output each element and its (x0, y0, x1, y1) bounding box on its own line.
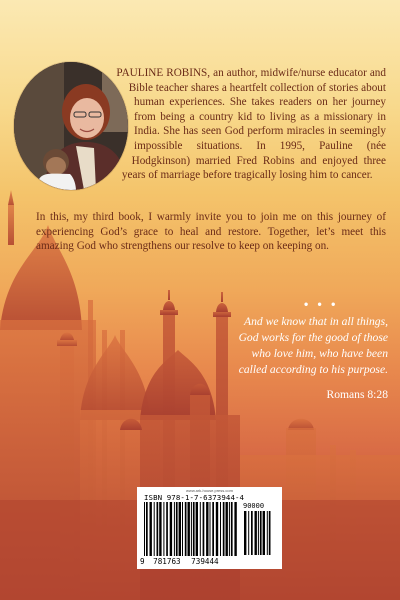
barcode-bar (185, 502, 187, 556)
barcode-bar (223, 502, 225, 556)
publisher-url: www.ark-house.press.com (186, 488, 233, 493)
barcode-bar (220, 502, 221, 556)
barcode-bar (231, 502, 233, 556)
barcode-bar (269, 511, 271, 555)
invitation-paragraph: In this, my third book, I warmly invite you to join me on this journey of experiencing God’s grace to heal and restore. Together, let’s meet this amazing God who strengthens our resolve to keep on keeping on. (36, 211, 386, 253)
isbn-number: ISBN 978-1-7-6373944-4 (144, 493, 245, 502)
barcode-digits-right: 739444 (191, 557, 219, 566)
verse-separator: • • • (304, 297, 339, 311)
barcode-bar (244, 511, 246, 555)
verse-reference: Romans 8:28 (326, 388, 388, 401)
barcode-bar (193, 502, 195, 556)
barcode-digit-first: 9 (140, 557, 145, 566)
barcode-bar (212, 502, 214, 556)
barcode-bar (150, 502, 152, 556)
barcode-bar (196, 502, 198, 556)
barcode-digits-left: 781763 (153, 557, 181, 566)
barcode-bar (210, 502, 211, 556)
barcode-bar (157, 502, 159, 556)
bible-verse: And we know that in all things, God works for the good of those who love him, who have been called according to his purpose. (238, 315, 388, 376)
price-addon-digits: 90000 (243, 502, 265, 510)
barcode-bar (163, 502, 164, 556)
barcode-bar (260, 511, 262, 555)
barcode-bar (226, 502, 228, 556)
barcode-bar (248, 511, 249, 555)
barcode-bar (188, 502, 190, 556)
barcode-bar (203, 502, 205, 556)
barcode-bar (174, 502, 175, 556)
barcode-bar (159, 502, 161, 556)
barcode-bar (191, 502, 192, 556)
barcode-bar (255, 511, 257, 555)
barcode-bar (166, 502, 168, 556)
barcode-bar (206, 502, 208, 556)
barcode-bar (154, 502, 155, 556)
author-bio-text: PAULINE ROBINS, an author, midwife/nurse educator and Bible teacher shares a heartfelt collection of stories about human experiences. She takes readers on her journey from being a country kid to living as a missionary in India. She has seen God perform miracles in seemingly impossible situations. In 1995, Pauline (née Hodgkinson) married Fred Robins and enjoyed three years of marriage before tragically losing him to cancer. (116, 67, 386, 182)
barcode-bar (267, 511, 268, 555)
barcode-bar (229, 502, 230, 556)
barcode-bar (216, 502, 218, 556)
barcode-bar (263, 511, 265, 555)
barcode-bar (258, 511, 259, 555)
isbn-barcode (137, 487, 282, 569)
bio-float-spacer (18, 66, 134, 196)
barcode-bar (170, 502, 172, 556)
barcode-bar (251, 511, 253, 555)
author-bio (18, 66, 386, 196)
barcode-bar (234, 502, 236, 556)
barcode-bar (144, 502, 145, 556)
barcode-bar (182, 502, 183, 556)
barcode-bar (179, 502, 181, 556)
barcode-digits (140, 557, 219, 566)
barcode-bar (146, 502, 148, 556)
barcode-bar (176, 502, 178, 556)
barcode-bars (143, 502, 239, 558)
addon-barcode-bars (243, 511, 275, 557)
barcode-bar (200, 502, 201, 556)
